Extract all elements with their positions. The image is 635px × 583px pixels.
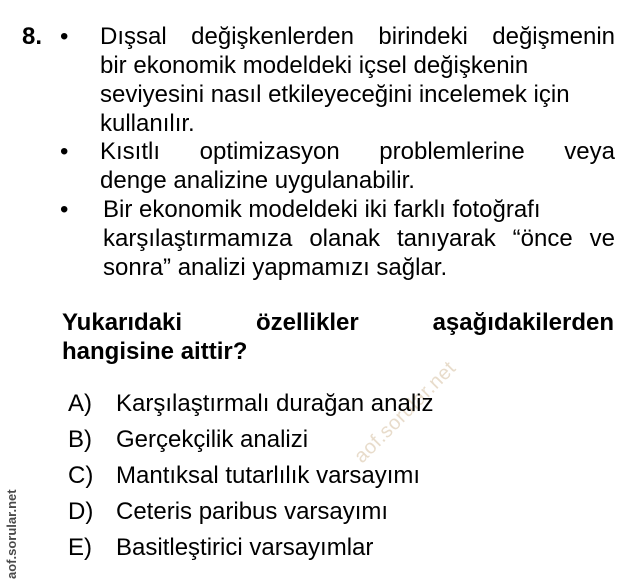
option-text: Basitleştirici varsayımlar [116, 534, 374, 561]
bullet-symbol: • [60, 196, 69, 223]
bullet-symbol: • [60, 138, 69, 165]
bullet-line: bir ekonomik modeldeki içsel değişkenin [100, 52, 529, 79]
option-letter: E) [68, 534, 92, 561]
bullet-line: Dışsal değişkenlerden birindeki değişmenin [100, 23, 615, 50]
option-letter: A) [68, 390, 92, 417]
bullet-item-1 [60, 22, 615, 138]
option-letter: B) [68, 426, 92, 453]
question-prompt-line: hangisine aittir? [62, 338, 248, 365]
bullet-line: Bir ekonomik modeldeki iki farklı fotoğrafı [103, 196, 541, 223]
option-e[interactable] [68, 533, 373, 562]
bullet-symbol: • [60, 23, 69, 50]
watermark-center: aof.sorular.net [350, 357, 461, 468]
option-text: Mantıksal tutarlılık varsayımı [116, 462, 421, 489]
watermark-side: aof.sorular.net [4, 489, 19, 579]
question-prompt [62, 308, 614, 366]
bullet-item-3 [60, 195, 615, 282]
question-number: 8. [22, 23, 43, 50]
option-d[interactable] [68, 497, 388, 526]
option-text: Gerçekçilik analizi [116, 426, 309, 453]
option-a[interactable] [68, 389, 433, 418]
option-letter: D) [68, 498, 94, 525]
option-text: Ceteris paribus varsayımı [116, 498, 389, 525]
bullet-line: Kısıtlı optimizasyon problemlerine veya [100, 138, 615, 165]
option-text: Karşılaştırmalı durağan analiz [116, 390, 434, 417]
bullet-item-2 [60, 137, 615, 195]
option-b[interactable] [68, 425, 308, 454]
bullet-line: kullanılır. [100, 110, 195, 137]
bullet-line: seviyesini nasıl etkileyeceğini incelemek için [100, 81, 570, 108]
bullet-line: sonra” analizi yapmamızı sağlar. [103, 254, 448, 281]
option-c[interactable] [68, 461, 420, 490]
bullet-line: karşılaştırmamıza olanak tanıyarak “önce ve [103, 225, 615, 252]
option-letter: C) [68, 462, 94, 489]
question-prompt-line: Yukarıdaki özellikler aşağıdakilerden [62, 309, 614, 336]
bullet-line: denge analizine uygulanabilir. [100, 167, 415, 194]
